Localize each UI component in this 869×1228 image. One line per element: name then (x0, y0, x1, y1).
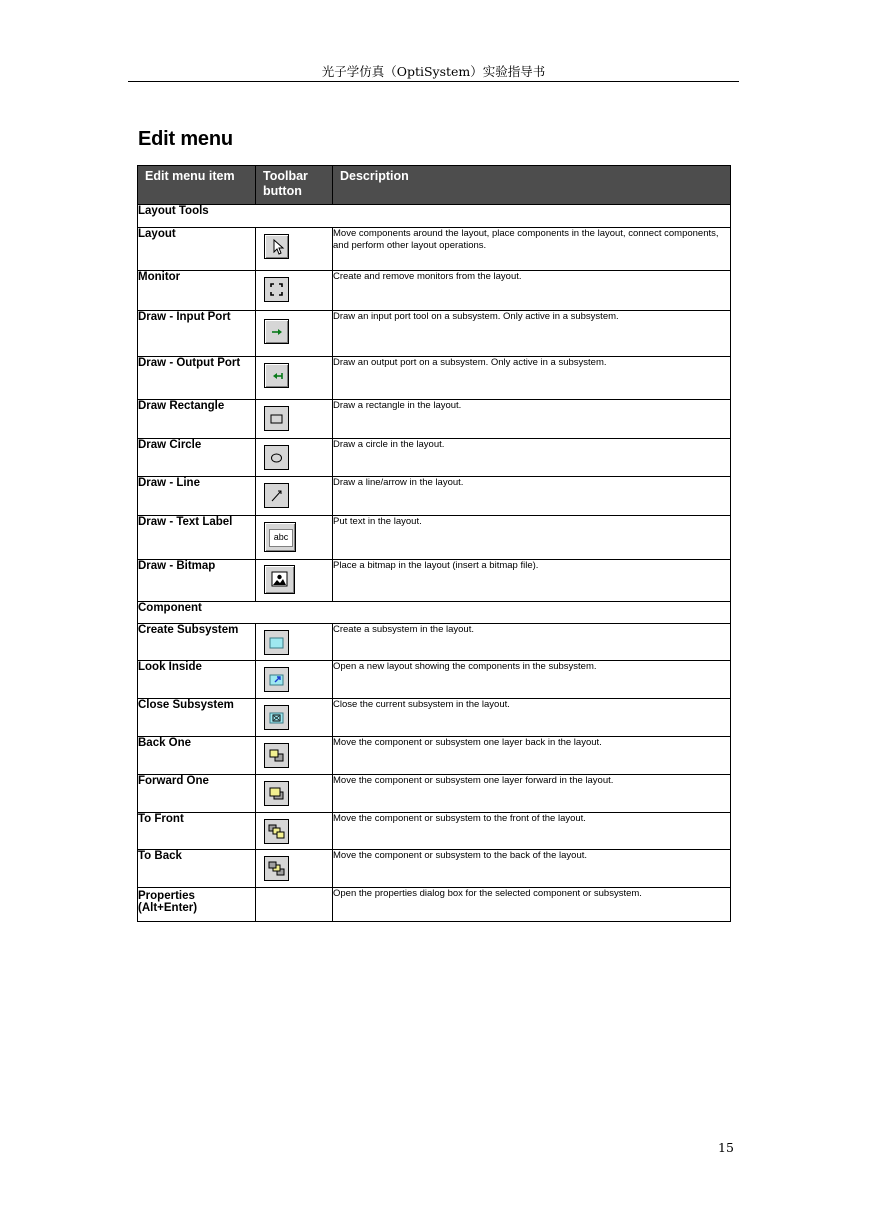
output-port-icon[interactable] (264, 363, 289, 388)
table-row (138, 311, 731, 357)
table-row (138, 775, 731, 813)
row-item-label: Forward One (138, 775, 256, 813)
table-row (138, 850, 731, 888)
header-rule (128, 81, 739, 82)
section-title: Edit menu (138, 128, 233, 150)
row-item-label: Draw - Line (138, 477, 256, 516)
bitmap-icon[interactable] (264, 565, 295, 594)
table-row (138, 439, 731, 477)
row-description: Draw a rectangle in the layout. (333, 400, 731, 439)
row-item-label: Create Subsystem (138, 624, 256, 661)
row-item-label: Draw - Input Port (138, 311, 256, 357)
table-row (138, 560, 731, 602)
row-description: Open a new layout showing the components in the subsystem. (333, 661, 731, 699)
row-description: Draw an input port tool on a subsystem. Only active in a subsystem. (333, 311, 731, 357)
table-row (138, 699, 731, 737)
page-number: 15 (718, 1140, 734, 1155)
running-header: 光子学仿真（OptiSystem）实验指导书 (321, 64, 546, 79)
row-description: Move the component or subsystem to the back of the layout. (333, 850, 731, 888)
row-item-label: Draw - Output Port (138, 357, 256, 400)
table-row (138, 357, 731, 400)
pointer-arrow-icon[interactable] (264, 234, 289, 259)
row-description: Close the current subsystem in the layout. (333, 699, 731, 737)
text-label-icon[interactable] (264, 522, 296, 552)
monitor-frame-icon[interactable] (264, 277, 289, 302)
row-item-label: Monitor (138, 271, 256, 311)
row-description: Create and remove monitors from the layout. (333, 271, 731, 311)
table-row (138, 661, 731, 699)
row-item-label: Draw Circle (138, 439, 256, 477)
input-port-icon[interactable] (264, 319, 289, 344)
row-description: Place a bitmap in the layout (insert a bitmap file). (333, 560, 731, 602)
table-row (138, 888, 731, 922)
forward-one-icon[interactable] (264, 781, 289, 806)
to-front-icon[interactable] (264, 819, 289, 844)
row-description: Draw an output port on a subsystem. Only active in a subsystem. (333, 357, 731, 400)
table-row (138, 813, 731, 850)
row-item-label: Layout (138, 228, 256, 271)
header-edit-menu-item: Edit menu item (138, 166, 256, 205)
group-label: Component (138, 602, 731, 624)
row-description: Put text in the layout. (333, 516, 731, 560)
table-row (138, 624, 731, 661)
row-item-label: Draw - Bitmap (138, 560, 256, 602)
row-item-label: To Front (138, 813, 256, 850)
circle-icon[interactable] (264, 445, 289, 470)
line-icon[interactable] (264, 483, 289, 508)
table-row (138, 271, 731, 311)
close-subsystem-icon[interactable] (264, 705, 289, 730)
text-label-icon-glyph: abc (269, 529, 293, 547)
row-item-label: Close Subsystem (138, 699, 256, 737)
to-back-icon[interactable] (264, 856, 289, 881)
empty-toolbar-cell (256, 888, 333, 922)
group-label: Layout Tools (138, 205, 731, 228)
group-row-component (138, 602, 731, 624)
create-subsystem-icon[interactable] (264, 630, 289, 655)
row-item-label: Back One (138, 737, 256, 775)
look-inside-icon[interactable] (264, 667, 289, 692)
row-description: Move the component or subsystem one layer forward in the layout. (333, 775, 731, 813)
table-row (138, 516, 731, 560)
back-one-icon[interactable] (264, 743, 289, 768)
table-row (138, 737, 731, 775)
row-item-label: Properties (Alt+Enter) (138, 888, 256, 922)
header-toolbar-button: Toolbar button (256, 166, 333, 205)
row-description: Draw a circle in the layout. (333, 439, 731, 477)
row-description: Move the component or subsystem to the front of the layout. (333, 813, 731, 850)
row-description: Draw a line/arrow in the layout. (333, 477, 731, 516)
table-row (138, 400, 731, 439)
row-item-label: Look Inside (138, 661, 256, 699)
row-item-label: Draw - Text Label (138, 516, 256, 560)
row-description: Move components around the layout, place components in the layout, connect components, and perform other layout operations. (333, 228, 731, 271)
group-row-layout-tools (138, 205, 731, 228)
row-item-label: Draw Rectangle (138, 400, 256, 439)
row-description: Open the properties dialog box for the selected component or subsystem. (333, 888, 731, 922)
edit-menu-table (137, 165, 731, 922)
rectangle-icon[interactable] (264, 406, 289, 431)
header-description: Description (333, 166, 731, 205)
table-header-row (138, 166, 731, 205)
row-item-label: To Back (138, 850, 256, 888)
row-description: Move the component or subsystem one layer back in the layout. (333, 737, 731, 775)
table-row (138, 477, 731, 516)
row-description: Create a subsystem in the layout. (333, 624, 731, 661)
table-row (138, 228, 731, 271)
